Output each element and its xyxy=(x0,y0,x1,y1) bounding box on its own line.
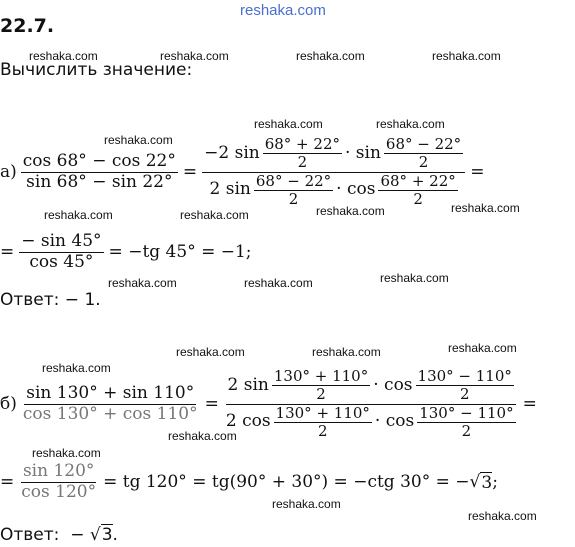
watermark: reshaka.com xyxy=(296,49,365,63)
part-b-label: б) xyxy=(0,394,17,414)
watermark: reshaka.com xyxy=(160,49,229,63)
part-b-lhs-numerator: sin 130° + sin 110° xyxy=(26,382,195,403)
part-b-lhs-denominator: cos 130° + cos 110° xyxy=(22,403,198,424)
sqrt-sign: √ xyxy=(469,472,481,493)
equals-sign: = xyxy=(0,242,15,263)
watermark: reshaka.com xyxy=(312,345,381,359)
inner-fraction xyxy=(254,173,333,209)
problem-number: 22.7. xyxy=(0,15,55,37)
dot-cos-text: · cos xyxy=(373,374,413,395)
watermark: reshaka.com xyxy=(32,446,101,460)
dot-sin-text: · sin xyxy=(344,142,381,163)
inner-fraction xyxy=(416,368,514,404)
inner-fraction xyxy=(384,136,463,172)
watermark: reshaka.com xyxy=(42,361,111,375)
inner-denominator: 2 xyxy=(459,385,470,404)
inner-numerator: 130° + 110° xyxy=(273,367,369,385)
equals-sign: = xyxy=(182,162,198,182)
watermark: reshaka.com xyxy=(176,345,245,359)
watermark: reshaka.com xyxy=(108,276,177,290)
watermark: reshaka.com xyxy=(44,208,113,222)
inner-denominator: 2 xyxy=(413,189,423,208)
part-b-rhs-fraction xyxy=(224,368,518,440)
part-a-answer: Ответ: − 1. xyxy=(0,290,101,310)
part-a-line2-fraction xyxy=(19,232,103,272)
watermark: reshaka.com xyxy=(376,117,445,131)
inner-fraction xyxy=(263,136,342,172)
part-a-line2-numerator: − sin 45° xyxy=(21,231,102,251)
coef-text: 2 cos xyxy=(225,411,271,432)
part-b-equation xyxy=(0,368,542,440)
part-a-label: а) xyxy=(0,162,17,182)
inner-denominator: 2 xyxy=(316,385,326,404)
inner-numerator: 68° − 22° xyxy=(385,135,462,153)
watermark: reshaka.com xyxy=(432,49,501,63)
watermark: reshaka.com xyxy=(316,204,385,218)
watermark: reshaka.com xyxy=(29,49,98,63)
inner-denominator: 2 xyxy=(288,189,299,208)
part-a-rhs-denominator xyxy=(208,173,460,209)
part-a-lhs-numerator: cos 68° − cos 22° xyxy=(22,150,176,171)
inner-denominator: 2 xyxy=(461,421,472,440)
coef-text: 2 sin xyxy=(227,374,269,395)
part-b-line2-denominator: cos 120° xyxy=(21,481,97,502)
inner-fraction xyxy=(417,405,515,441)
equals-sign: = xyxy=(0,472,15,493)
watermark: reshaka.com xyxy=(104,133,173,147)
inner-denominator: 2 xyxy=(317,421,328,440)
dot-cos-text: · cos xyxy=(374,411,415,432)
equals-sign: = xyxy=(470,162,485,182)
answer-prefix: Ответ: − xyxy=(0,524,90,545)
watermark: reshaka.com xyxy=(468,509,537,523)
part-a-line2-rest: = −tg 45° = −1; xyxy=(108,242,252,263)
inner-denominator: 2 xyxy=(418,153,429,172)
sqrt-argument: 3 xyxy=(481,472,493,493)
inner-numerator: 68° − 22° xyxy=(255,171,332,190)
task-text: Вычислить значение: xyxy=(0,60,193,80)
part-b-line2-rest: = tg 120° = tg(90° + 30°) = −ctg 30° = − xyxy=(103,472,470,493)
inner-fraction xyxy=(274,405,372,441)
part-a-equation xyxy=(0,136,489,208)
part-b-line2-fraction xyxy=(19,462,98,502)
part-b-line2-numerator: sin 120° xyxy=(22,461,95,481)
part-a-lhs-denominator: sin 68° − sin 22° xyxy=(26,171,173,192)
part-a-rhs-fraction xyxy=(202,136,465,208)
inner-fraction xyxy=(378,173,457,209)
watermark: reshaka.com xyxy=(451,201,520,215)
watermark: reshaka.com xyxy=(380,271,449,285)
inner-fraction xyxy=(272,368,370,404)
watermark: reshaka.com xyxy=(254,117,323,131)
part-a-lhs-fraction xyxy=(21,152,178,192)
answer-end: . xyxy=(112,524,118,545)
equals-sign: = xyxy=(522,394,537,414)
part-a-rhs-numerator xyxy=(202,136,465,173)
inner-numerator: 68° + 22° xyxy=(380,171,456,190)
part-b-rhs-denominator xyxy=(224,405,518,441)
part-b-line-2 xyxy=(0,462,498,502)
watermark: reshaka.com xyxy=(168,429,237,443)
inner-numerator: 68° + 22° xyxy=(264,135,340,153)
inner-numerator: 130° − 110° xyxy=(417,367,512,385)
part-a-line2-denominator: cos 45° xyxy=(29,251,94,272)
sqrt-sign: √ xyxy=(89,524,101,545)
inner-denominator: 2 xyxy=(297,153,308,172)
sqrt-argument: 3 xyxy=(101,525,113,545)
equals-sign: = xyxy=(204,394,219,414)
watermark: reshaka.com xyxy=(272,497,341,511)
part-b-rhs-numerator xyxy=(226,368,516,405)
semicolon: ; xyxy=(492,472,498,493)
watermark-top: reshaka.com xyxy=(240,2,326,19)
part-b-lhs-fraction xyxy=(21,384,200,424)
watermark: reshaka.com xyxy=(448,341,517,355)
inner-numerator: 130° − 110° xyxy=(419,403,514,422)
part-b-answer xyxy=(0,524,118,545)
part-a-line-2 xyxy=(0,232,252,272)
watermark: reshaka.com xyxy=(244,276,313,290)
coef-text: 2 sin xyxy=(209,179,251,200)
dot-cos-text: · cos xyxy=(336,179,376,200)
inner-numerator: 130° + 110° xyxy=(275,403,370,422)
watermark: reshaka.com xyxy=(180,208,249,222)
coef-text: −2 sin xyxy=(204,142,260,163)
